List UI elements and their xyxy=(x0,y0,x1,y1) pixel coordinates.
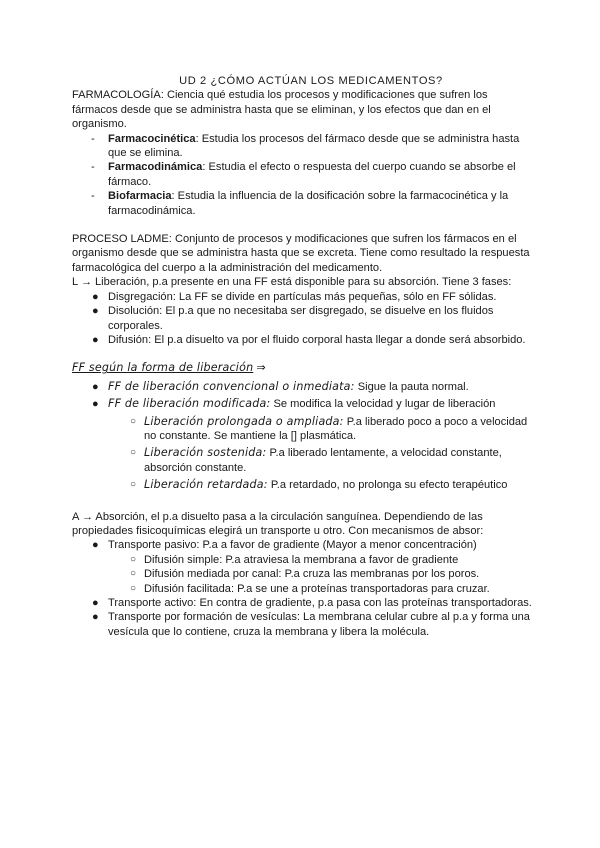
farmacologia-list xyxy=(72,132,532,218)
bullet-icon: ● xyxy=(92,333,99,346)
bullet-icon: ● xyxy=(92,539,99,552)
transporte-list xyxy=(72,538,532,639)
circle-bullet-icon: ○ xyxy=(130,582,137,594)
dash-bullet: - xyxy=(91,161,95,174)
bullet-icon: ● xyxy=(92,597,99,609)
list-item: ● Transporte activo: En contra de gradiente, p.a pasa con las proteínas transportadoras. xyxy=(92,597,532,609)
ff-subtipos-list xyxy=(72,415,532,493)
circle-bullet-icon: ○ xyxy=(130,553,137,565)
ff-list xyxy=(72,380,532,493)
circle-bullet-icon: ○ xyxy=(130,479,137,491)
list-item: ● Transporte por formación de vesículas: La membrana celular cubre al p.a y forma una vesícula que lo contiene, cruza la membrana y libera la molécula. xyxy=(92,611,530,638)
list-item: ○ Liberación prolongada o ampliada: P.a liberado poco a poco a velocidad no constante. Se mantiene la [] plasmática. xyxy=(130,414,528,442)
list-item: ○ Liberación sostenida: P.a liberado lentamente, a velocidad constante, absorción constante. xyxy=(130,446,502,474)
list-item: ● FF de liberación convencional o inmediata: Sigue la pauta normal. xyxy=(92,379,469,393)
bullet-icon: ● xyxy=(92,398,99,411)
list-item: ○ Difusión facilitada: P.a se une a proteínas transportadoras para cruzar. xyxy=(130,582,490,595)
list-item: ● Transporte pasivo: P.a a favor de gradiente (Mayor a menor concentración) ○ Difusión simple: P.a atraviesa la membrana a favor de gradiente ○ Difusión mediada por canal: P.a cruza las membranas por los poros. ○ Difusión facilitada: P.a se une a proteínas transportadoras para cruzar. xyxy=(72,538,532,596)
bullet-icon: ● xyxy=(92,305,99,318)
list-item: - Farmacodinámica: Estudia el efecto o respuesta del cuerpo cuando se absorbe el fármaco. xyxy=(91,161,516,188)
circle-bullet-icon: ○ xyxy=(130,415,137,427)
list-item: ○ Liberación retardada: P.a retardado, no prolonga su efecto terapéutico xyxy=(130,478,508,492)
bullet-icon: ● xyxy=(92,611,99,624)
page-title: UD 2 ¿CÓMO ACTÚAN LOS MEDICAMENTOS? xyxy=(179,75,443,87)
farmacologia-definition: FARMACOLOGÍA: Ciencia qué estudia los procesos y modificaciones que sufren los fármacos desde que se administra hasta que se eliminan, y los efectos que dan en el organismo. xyxy=(72,89,491,131)
bullet-icon: ● xyxy=(92,380,99,393)
list-item: ○ Difusión simple: P.a atraviesa la membrana a favor de gradiente xyxy=(130,553,459,566)
ff-heading: FF según la forma de liberación ⇒ xyxy=(72,361,266,375)
list-item: - Biofarmacia: Estudia la influencia de la dosificación sobre la farmacocinética y la farmacodinámica. xyxy=(91,190,509,217)
list-item: ● Disolución: El p.a que no necesitaba ser disgregado, se disuelve en los fluidos corporales. xyxy=(92,305,494,332)
dash-bullet: - xyxy=(91,132,95,145)
liberacion-fases-list xyxy=(72,290,532,348)
list-item: ● Disgregación: La FF se divide en partículas más pequeñas, sólo en FF sólidas. xyxy=(92,290,497,303)
bullet-icon: ● xyxy=(92,290,99,303)
list-item: ● Difusión: El p.a disuelto va por el fluido corporal hasta llegar a donde será absorbido. xyxy=(92,333,526,346)
circle-bullet-icon: ○ xyxy=(130,447,137,459)
list-item: ● FF de liberación modificada: Se modifica la velocidad y lugar de liberación ○ Liberación prolongada o ampliada: P.a liberado poco a poco a velocidad no constante. Se mantiene la [] plasmática. ○ Liberación sostenida: P.a liberado lentamente, a velocidad constante, absorción constante. ○ Liberación retardada: P.a retardado, no prolonga su efecto terapéutico xyxy=(72,397,532,492)
ladme-paragraph: PROCESO LADME: Conjunto de procesos y modificaciones que sufren los fármacos en el organismo desde que se administra hasta que se excreta. Tiene como resultado la respuesta farmacológica del cuerpo a la administración del medicamento. xyxy=(72,233,530,274)
liberacion-line: L → Liberación, p.a presente en una FF está disponible para su absorción. Tiene 3 fases: xyxy=(72,276,512,289)
absorcion-paragraph: A → Absorción, el p.a disuelto pasa a la circulación sanguínea. Dependiendo de las propiedades fisicoquímicas elegirá un transporte u otro. Con mecanismos de absor: xyxy=(72,510,484,537)
dash-bullet: - xyxy=(91,190,95,203)
circle-bullet-icon: ○ xyxy=(130,568,137,580)
farmacologia-term: FARMACOLOGÍA: xyxy=(72,89,164,102)
list-item: ○ Difusión mediada por canal: P.a cruza las membranas por los poros. xyxy=(130,568,480,581)
list-item: - Farmacocinética: Estudia los procesos del fármaco desde que se administra hasta que se elimina. xyxy=(91,132,520,160)
pasivo-subtipos-list xyxy=(72,553,532,596)
